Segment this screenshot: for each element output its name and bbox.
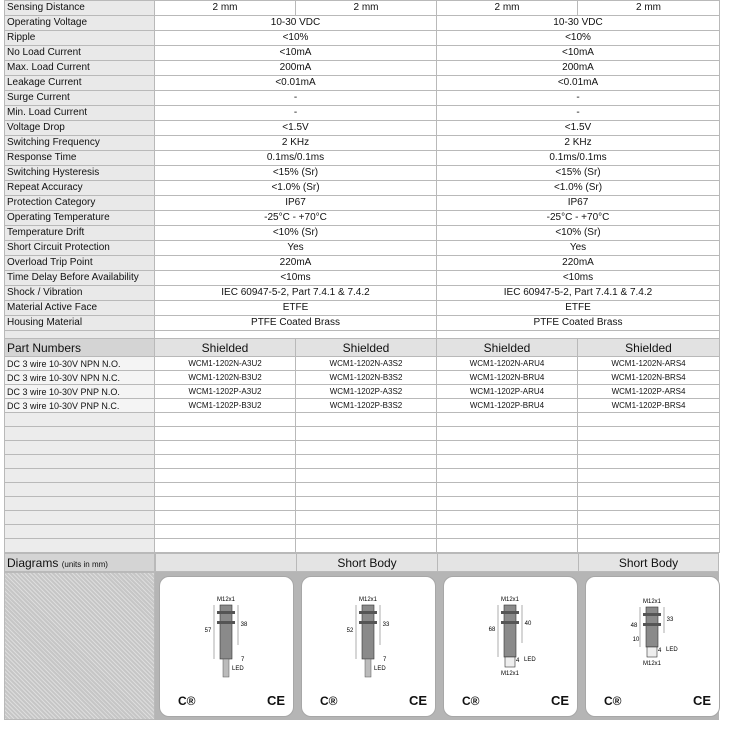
part-number: WCM1-1202N-A3U2 xyxy=(155,357,296,371)
spec-value: - xyxy=(437,106,720,121)
part-row-label: DC 3 wire 10-30V PNP N.C. xyxy=(5,399,155,413)
parts-header-row xyxy=(5,339,720,357)
dimension-c: 4 xyxy=(516,658,520,664)
dimension-b: 33 xyxy=(666,617,674,623)
empty-row xyxy=(5,511,720,525)
spec-row xyxy=(5,256,720,271)
led-label: LED xyxy=(374,666,386,672)
spec-label: Repeat Accuracy xyxy=(5,181,155,196)
spec-row xyxy=(5,46,720,61)
lock-nut xyxy=(359,611,377,614)
datasheet xyxy=(4,0,719,736)
led-label: LED xyxy=(232,666,244,672)
spec-row xyxy=(5,166,720,181)
spec-value: ETFE xyxy=(155,301,437,316)
spec-row xyxy=(5,1,720,16)
spec-value: <0.01mA xyxy=(155,76,437,91)
dimension-a: 48 xyxy=(630,623,638,629)
spec-label: Sensing Distance xyxy=(5,1,155,16)
diagram-col-2: Short Body xyxy=(296,553,438,572)
spec-row xyxy=(5,91,720,106)
spec-value: <0.01mA xyxy=(437,76,720,91)
dimension-a: 57 xyxy=(204,628,212,634)
spec-value: ETFE xyxy=(437,301,720,316)
spec-value: - xyxy=(155,106,437,121)
dimension-d: 10 xyxy=(632,637,640,643)
dimension-c: 7 xyxy=(241,657,245,663)
spec-value: - xyxy=(155,91,437,106)
empty-row xyxy=(5,441,720,455)
ce-mark-icon: CE xyxy=(692,693,711,708)
part-number: WCM1-1202N-ARU4 xyxy=(437,357,578,371)
spec-row xyxy=(5,16,720,31)
spec-value: 10-30 VDC xyxy=(155,16,437,31)
spec-value: 0.1ms/0.1ms xyxy=(437,151,720,166)
csa-cert-icon: C® xyxy=(178,694,196,708)
part-number: WCM1-1202P-BRU4 xyxy=(437,399,578,413)
spec-label: Temperature Drift xyxy=(5,226,155,241)
parts-column-header: Shielded xyxy=(155,339,296,357)
sensor-diagram-card xyxy=(301,576,436,717)
led-label: LED xyxy=(666,647,678,653)
spec-value: <10mA xyxy=(437,46,720,61)
part-number: WCM1-1202P-B3S2 xyxy=(296,399,437,413)
part-number: WCM1-1202N-BRS4 xyxy=(578,371,720,385)
spec-value: - xyxy=(437,91,720,106)
spec-label: Time Delay Before Availability xyxy=(5,271,155,286)
diagram-col-4: Short Body xyxy=(578,553,719,572)
lock-nut xyxy=(501,621,519,624)
spec-row xyxy=(5,301,720,316)
spec-value: 220mA xyxy=(437,256,720,271)
dimension-b: 38 xyxy=(240,622,248,628)
diagrams-label: Diagrams (units in mm) xyxy=(4,553,155,572)
diagrams-header xyxy=(4,553,719,572)
part-row-label: DC 3 wire 10-30V NPN N.C. xyxy=(5,371,155,385)
csa-cert-icon: C® xyxy=(320,694,338,708)
thread-label: M12x1 xyxy=(642,599,662,605)
spec-value: IP67 xyxy=(437,196,720,211)
spec-label: Response Time xyxy=(5,151,155,166)
spec-row xyxy=(5,181,720,196)
part-number: WCM1-1202P-A3S2 xyxy=(296,385,437,399)
thread-label: M12x1 xyxy=(216,597,236,603)
empty-row xyxy=(5,483,720,497)
empty-row xyxy=(5,413,720,427)
spec-row xyxy=(5,136,720,151)
part-number: WCM1-1202P-BRS4 xyxy=(578,399,720,413)
part-numbers-table xyxy=(4,338,720,553)
spec-label: Voltage Drop xyxy=(5,121,155,136)
part-number: WCM1-1202P-ARS4 xyxy=(578,385,720,399)
spec-row xyxy=(5,121,720,136)
spec-row xyxy=(5,196,720,211)
part-row xyxy=(5,371,720,385)
part-number: WCM1-1202N-A3S2 xyxy=(296,357,437,371)
lock-nut xyxy=(643,623,661,626)
dimension-a: 68 xyxy=(488,627,496,633)
spec-value: <10% xyxy=(437,31,720,46)
spec-value: 0.1ms/0.1ms xyxy=(155,151,437,166)
connector xyxy=(505,657,515,667)
empty-row xyxy=(5,539,720,553)
lock-nut xyxy=(359,621,377,624)
spec-label: Ripple xyxy=(5,31,155,46)
spec-value: <1.5V xyxy=(437,121,720,136)
parts-column-header: Shielded xyxy=(578,339,720,357)
empty-row xyxy=(5,469,720,483)
spec-value: <10% (Sr) xyxy=(155,226,437,241)
spec-label: Leakage Current xyxy=(5,76,155,91)
part-row xyxy=(5,357,720,371)
dimension-b: 33 xyxy=(382,622,390,628)
part-row xyxy=(5,385,720,399)
empty-row xyxy=(5,525,720,539)
spec-row xyxy=(5,31,720,46)
spec-row xyxy=(5,61,720,76)
part-numbers-label: Part Numbers xyxy=(5,339,155,357)
csa-cert-icon: C® xyxy=(462,694,480,708)
spec-row xyxy=(5,151,720,166)
spec-value: 200mA xyxy=(155,61,437,76)
spec-label: Housing Material xyxy=(5,316,155,331)
spec-value: 200mA xyxy=(437,61,720,76)
part-row-label: DC 3 wire 10-30V PNP N.O. xyxy=(5,385,155,399)
dimension-a: 52 xyxy=(346,628,354,634)
spec-label: Overload Trip Point xyxy=(5,256,155,271)
spec-value: <10ms xyxy=(155,271,437,286)
spec-label: Switching Frequency xyxy=(5,136,155,151)
spec-row xyxy=(5,106,720,121)
part-number: WCM1-1202P-A3U2 xyxy=(155,385,296,399)
part-row-label: DC 3 wire 10-30V NPN N.O. xyxy=(5,357,155,371)
spec-value: <1.0% (Sr) xyxy=(155,181,437,196)
spec-value: 2 mm xyxy=(296,1,437,16)
diagram-panels xyxy=(155,572,719,720)
part-number: WCM1-1202N-ARS4 xyxy=(578,357,720,371)
spec-row xyxy=(5,241,720,256)
spec-value: 10-30 VDC xyxy=(437,16,720,31)
spec-value: <15% (Sr) xyxy=(437,166,720,181)
spec-value: <1.0% (Sr) xyxy=(437,181,720,196)
cable xyxy=(223,659,229,677)
diagram-col-1 xyxy=(155,553,297,572)
spec-label: Operating Temperature xyxy=(5,211,155,226)
spec-row xyxy=(5,271,720,286)
spec-value: <10mA xyxy=(155,46,437,61)
ce-mark-icon: CE xyxy=(408,693,427,708)
spec-value: -25°C - +70°C xyxy=(155,211,437,226)
thread-label: M12x1 xyxy=(500,597,520,603)
spec-value: 2 mm xyxy=(437,1,578,16)
spec-row xyxy=(5,211,720,226)
csa-cert-icon: C® xyxy=(604,694,622,708)
lock-nut xyxy=(643,613,661,616)
diagrams-side-panel xyxy=(4,572,155,720)
spec-label: Operating Voltage xyxy=(5,16,155,31)
led-label: LED xyxy=(524,657,536,663)
spec-value: Yes xyxy=(155,241,437,256)
part-number: WCM1-1202N-B3U2 xyxy=(155,371,296,385)
spec-value: IEC 60947-5-2, Part 7.4.1 & 7.4.2 xyxy=(437,286,720,301)
sensor-diagram-card xyxy=(159,576,294,717)
spec-value: 2 KHz xyxy=(155,136,437,151)
part-number: WCM1-1202N-B3S2 xyxy=(296,371,437,385)
dimension-c: 7 xyxy=(383,657,387,663)
thread-label: M12x1 xyxy=(358,597,378,603)
dimension-b: 40 xyxy=(524,621,532,627)
lock-nut xyxy=(217,611,235,614)
spec-value: 220mA xyxy=(155,256,437,271)
spec-value: 2 mm xyxy=(155,1,296,16)
sensor-diagram-card xyxy=(585,576,720,717)
spec-label: Short Circuit Protection xyxy=(5,241,155,256)
ce-mark-icon: CE xyxy=(550,693,569,708)
part-number: WCM1-1202P-ARU4 xyxy=(437,385,578,399)
spec-row xyxy=(5,316,720,331)
spec-label: Min. Load Current xyxy=(5,106,155,121)
parts-column-header: Shielded xyxy=(437,339,578,357)
spec-label: Surge Current xyxy=(5,91,155,106)
spec-label: Shock / Vibration xyxy=(5,286,155,301)
spec-value: IEC 60947-5-2, Part 7.4.1 & 7.4.2 xyxy=(155,286,437,301)
spec-label: Protection Category xyxy=(5,196,155,211)
spec-value: 2 KHz xyxy=(437,136,720,151)
spec-value: PTFE Coated Brass xyxy=(155,316,437,331)
connector-thread-label: M12x1 xyxy=(642,661,662,667)
dimension-c: 4 xyxy=(658,648,662,654)
spec-value: Yes xyxy=(437,241,720,256)
connector xyxy=(647,647,657,657)
spec-row xyxy=(5,76,720,91)
empty-row xyxy=(5,427,720,441)
part-row xyxy=(5,399,720,413)
spec-value: IP67 xyxy=(155,196,437,211)
spec-table xyxy=(4,0,720,346)
cable xyxy=(365,659,371,677)
sensor-diagram-card xyxy=(443,576,578,717)
connector-thread-label: M12x1 xyxy=(500,671,520,677)
spec-label: Max. Load Current xyxy=(5,61,155,76)
spec-label: No Load Current xyxy=(5,46,155,61)
spec-value: <1.5V xyxy=(155,121,437,136)
spec-value: -25°C - +70°C xyxy=(437,211,720,226)
spec-value: <15% (Sr) xyxy=(155,166,437,181)
part-number: WCM1-1202P-B3U2 xyxy=(155,399,296,413)
diagram-col-3 xyxy=(437,553,579,572)
spec-row xyxy=(5,286,720,301)
spec-label: Material Active Face xyxy=(5,301,155,316)
lock-nut xyxy=(501,611,519,614)
spec-row xyxy=(5,226,720,241)
spec-label: Switching Hysteresis xyxy=(5,166,155,181)
part-number: WCM1-1202N-BRU4 xyxy=(437,371,578,385)
empty-row xyxy=(5,455,720,469)
spec-value: <10% xyxy=(155,31,437,46)
spec-value: <10% (Sr) xyxy=(437,226,720,241)
lock-nut xyxy=(217,621,235,624)
spec-value: 2 mm xyxy=(578,1,720,16)
spec-value: <10ms xyxy=(437,271,720,286)
ce-mark-icon: CE xyxy=(266,693,285,708)
empty-row xyxy=(5,497,720,511)
spec-value: PTFE Coated Brass xyxy=(437,316,720,331)
parts-column-header: Shielded xyxy=(296,339,437,357)
